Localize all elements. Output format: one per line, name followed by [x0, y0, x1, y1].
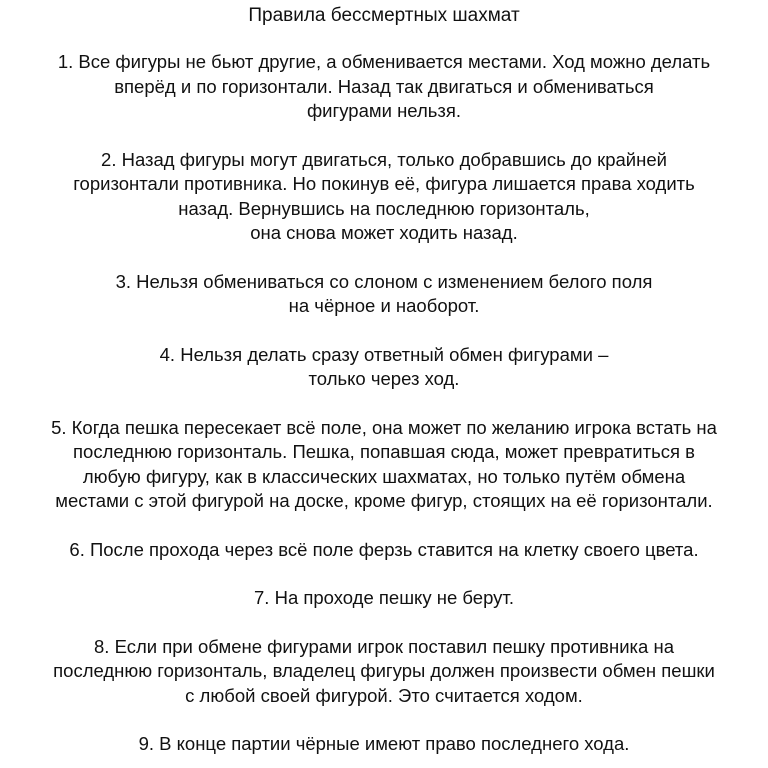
rule-7 — [6, 586, 762, 611]
rule-8 — [6, 635, 762, 709]
rule-line: 8. Если при обмене фигурами игрок поставил пешку противника на — [94, 635, 674, 657]
rule-line: 3. Нельзя обмениваться со слоном с изменением белого поля — [115, 270, 653, 292]
rule-line: горизонтали противника. Но покинув её, фигура лишается права ходить — [73, 173, 695, 194]
spacer — [6, 124, 762, 148]
rule-line: 5. Когда пешка пересекает всё поле, она может по желанию игрока встать на — [51, 416, 717, 438]
rule-line: на чёрное и наоборот. — [288, 295, 480, 316]
rule-line: местами с этой фигурой на доске, кроме фигур, стоящих на её горизонтали. — [55, 490, 713, 511]
rule-line: последнюю горизонталь, владелец фигуры должен произвести обмен пешки — [53, 660, 715, 681]
document-title: Правила бессмертных шахмат — [248, 5, 520, 26]
rule-4 — [6, 343, 762, 392]
rule-line: 6. После прохода через всё поле ферзь ставится на клетку своего цвета. — [69, 538, 699, 560]
rule-line: вперёд и по горизонтали. Назад так двигаться и обмениваться — [114, 75, 654, 97]
spacer — [6, 319, 762, 343]
rule-line: 7. На проходе пешку не берут. — [254, 587, 514, 608]
rule-line: 1. Все фигуры не бьют другие, а обменивается местами. Ход можно делать — [57, 51, 711, 72]
spacer — [6, 708, 762, 732]
rule-line: любую фигуру, как в классических шахматах, но только путём обмена — [82, 465, 686, 487]
rule-line: с любой своей фигурой. Это считается ходом. — [185, 684, 583, 706]
spacer — [6, 392, 762, 416]
rule-line: 2. Назад фигуры могут двигаться, только добравшись до крайней — [101, 148, 667, 170]
rule-3 — [6, 270, 762, 319]
rule-line: 9. В конце партии чёрные имеют право последнего хода. — [138, 733, 630, 754]
rule-5 — [6, 416, 762, 514]
spacer — [6, 562, 762, 586]
rule-line: последнюю горизонталь. Пешка, попавшая сюда, может превратиться в — [73, 441, 695, 462]
spacer — [6, 514, 762, 538]
rule-line: она снова может ходить назад. — [250, 222, 518, 243]
rule-6 — [6, 538, 762, 563]
rule-9 — [6, 732, 762, 757]
rule-1 — [6, 50, 762, 124]
rule-line: назад. Вернувшись на последнюю горизонталь, — [178, 197, 590, 219]
rules-list — [6, 50, 762, 757]
rule-line: фигурами нельзя. — [306, 100, 462, 121]
rule-2 — [6, 148, 762, 246]
spacer — [6, 246, 762, 270]
rule-line: 4. Нельзя делать сразу ответный обмен фигурами – — [159, 343, 609, 365]
spacer — [6, 611, 762, 635]
rule-line: только через ход. — [308, 368, 460, 389]
